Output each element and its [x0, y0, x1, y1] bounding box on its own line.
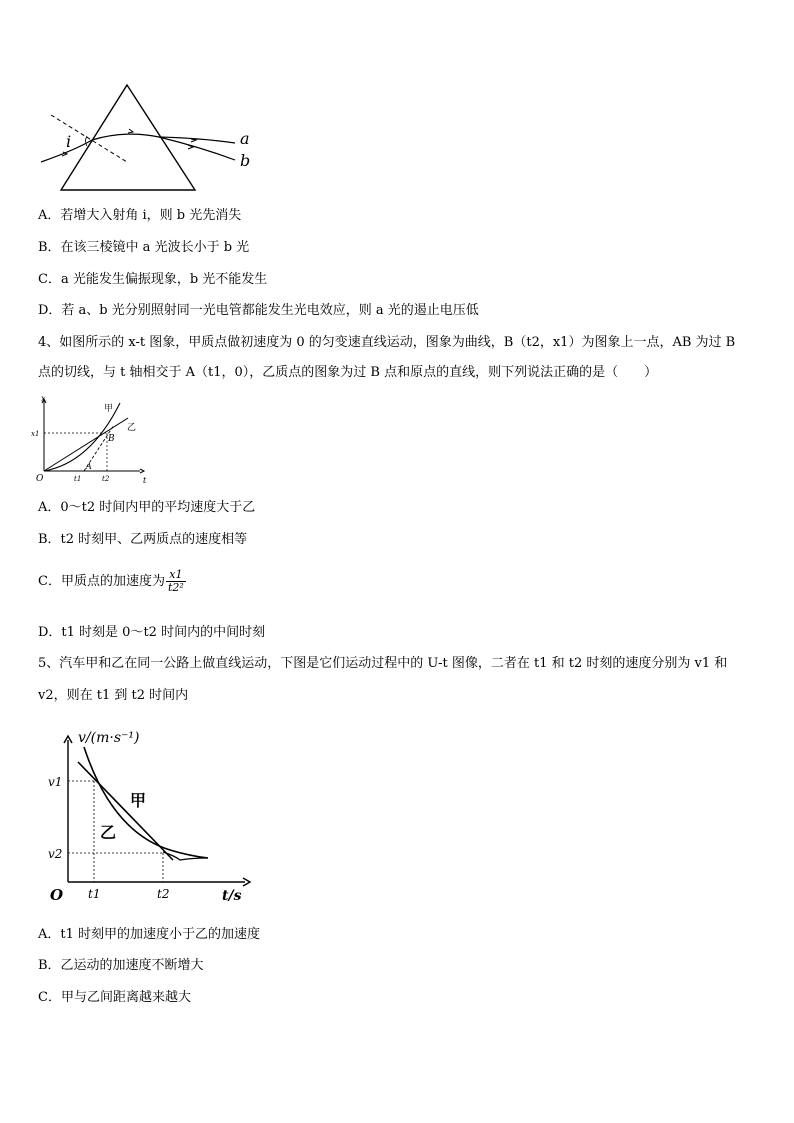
label-t: t — [143, 476, 147, 485]
label-t2: t2 — [102, 475, 110, 483]
label-v2: v2 — [48, 847, 63, 861]
q4-option-a: A．0～t2 时间内甲的平均速度大于乙 — [38, 500, 256, 515]
label-i: i — [66, 132, 72, 151]
q4-option-d: D．t1 时刻是 0～t2 时间内的中间时刻 — [38, 625, 266, 640]
q3-option-b: B．在该三棱镜中 a 光波长小于 b 光 — [38, 240, 250, 255]
q5-stem-line2: v2，则在 t1 到 t2 时间内 — [38, 688, 189, 703]
label-v1: v1 — [48, 775, 63, 789]
label-t1: t1 — [88, 887, 101, 901]
q5-option-b: B．乙运动的加速度不断增大 — [38, 958, 204, 973]
q4-option-b: B．t2 时刻甲、乙两质点的速度相等 — [38, 532, 248, 547]
q3-option-a: A．若增大入射角 i，则 b 光先消失 — [38, 208, 242, 223]
label-yi: 乙 — [100, 823, 117, 842]
fraction-denominator: t2² — [167, 581, 184, 594]
q4-option-c — [38, 569, 186, 594]
q5-option-a: A．t1 时刻甲的加速度小于乙的加速度 — [38, 927, 261, 942]
fraction-numerator: x1 — [166, 569, 186, 582]
q4-stem-line2: 点的切线，与 t 轴相交于 A（t1，0），乙质点的图象为过 B 点和原点的直线，则下列说法正确的是（ ） — [38, 365, 658, 380]
q5-option-c: C．甲与乙间距离越来越大 — [38, 990, 191, 1005]
q3-option-d: D．若 a、b 光分别照射同一光电管都能发生光电效应，则 a 光的遏止电压低 — [38, 303, 479, 318]
label-b: B — [108, 434, 115, 444]
label-x1: x1 — [31, 430, 40, 438]
label-v-axis: v/(m·s⁻¹) — [78, 730, 140, 746]
xt-graph — [30, 393, 150, 488]
label-o: O — [36, 474, 44, 484]
prism-figure — [35, 82, 265, 194]
label-b: b — [240, 151, 251, 170]
label-t1: t1 — [74, 475, 82, 483]
label-yi: 乙 — [127, 423, 137, 433]
ray-b — [159, 137, 235, 160]
q3-option-c: C．a 光能发生偏振现象，b 光不能发生 — [38, 272, 268, 287]
vt-graph — [40, 722, 260, 908]
q5-stem-line1: 5、汽车甲和乙在同一公路上做直线运动，下图是它们运动过程中的 U-t 图像，二者在 t1 和 t2 时刻的速度分别为 v1 和 — [38, 656, 728, 671]
label-jia: 甲 — [104, 404, 114, 414]
label-t-axis: t/s — [222, 888, 242, 904]
refracted-ray — [92, 134, 159, 140]
q4-option-c-text: C．甲质点的加速度为 — [38, 574, 165, 589]
label-o: O — [50, 886, 64, 904]
label-a: A — [86, 462, 92, 471]
acceleration-fraction — [166, 569, 186, 594]
q4-stem-line1: 4、如图所示的 x-t 图象，甲质点做初速度为 0 的匀变速直线运动，图象为曲线，B（t2，x1）为图象上一点，AB 为过 B — [38, 335, 736, 350]
label-x: x — [41, 394, 46, 403]
normal-line — [51, 115, 127, 162]
label-a: a — [240, 129, 250, 148]
label-jia: 甲 — [130, 791, 147, 810]
label-t2: t2 — [157, 887, 170, 901]
